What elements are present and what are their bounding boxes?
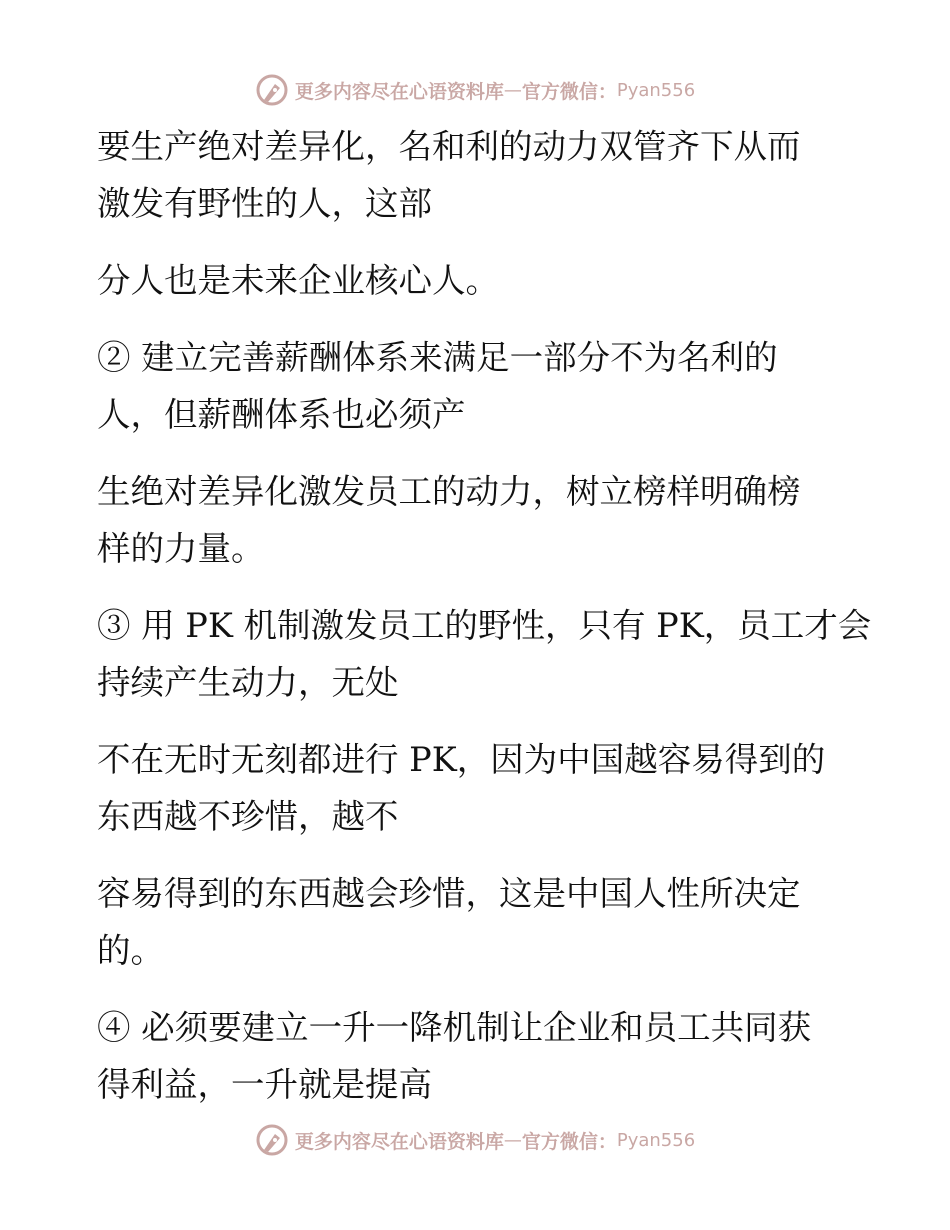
paragraph (97, 329, 887, 443)
paragraph (97, 252, 887, 309)
watermark-separator: — (503, 79, 522, 101)
watermark-wechat-id: Pyan556 (616, 1129, 696, 1151)
document-body (97, 118, 887, 1133)
paragraph (97, 597, 887, 711)
watermark-wechat-id: Pyan556 (616, 79, 696, 101)
paragraph (97, 999, 887, 1113)
pen-nib-logo-icon (255, 73, 289, 107)
watermark-title: 更多内容尽在心语资料库 (294, 1130, 504, 1153)
text-line: ② 建立完善薪酬体系来满足一部分不为名利的 (97, 338, 778, 377)
header-watermark (0, 70, 950, 110)
text-line: 容易得到的东西越会珍惜，这是中国人性所决定 (97, 874, 801, 913)
text-line: 样的力量。 (97, 529, 265, 568)
watermark-title: 更多内容尽在心语资料库 (294, 80, 504, 103)
text-line: ③ 用 PK 机制激发员工的野性，只有 PK，员工才会 (97, 606, 872, 645)
text-line: ④ 必须要建立一升一降机制让企业和员工共同获 (97, 1008, 812, 1047)
text-line: 东西越不珍惜，越不 (97, 797, 399, 836)
text-line: 要生产绝对差异化，名和利的动力双管齐下从而 (97, 127, 801, 166)
watermark-label: 官方微信： (521, 1130, 617, 1153)
paragraph (97, 118, 887, 232)
text-line: 分人也是未来企业核心人。 (97, 261, 499, 300)
paragraph (97, 463, 887, 577)
pen-nib-logo-icon (255, 1123, 289, 1157)
text-line: 不在无时无刻都进行 PK，因为中国越容易得到的 (97, 740, 826, 779)
text-line: 持续产生动力，无处 (97, 663, 399, 702)
text-line: 人，但薪酬体系也必须产 (97, 395, 466, 434)
text-line: 激发有野性的人，这部 (97, 184, 432, 223)
text-line: 生绝对差异化激发员工的动力，树立榜样明确榜 (97, 472, 801, 511)
text-line: 的。 (97, 931, 164, 970)
paragraph (97, 865, 887, 979)
paragraph (97, 731, 887, 845)
footer-watermark (0, 1120, 950, 1160)
watermark-separator: — (503, 1129, 522, 1151)
text-line: 得利益，一升就是提高 (97, 1065, 432, 1104)
watermark-label: 官方微信： (521, 80, 617, 103)
